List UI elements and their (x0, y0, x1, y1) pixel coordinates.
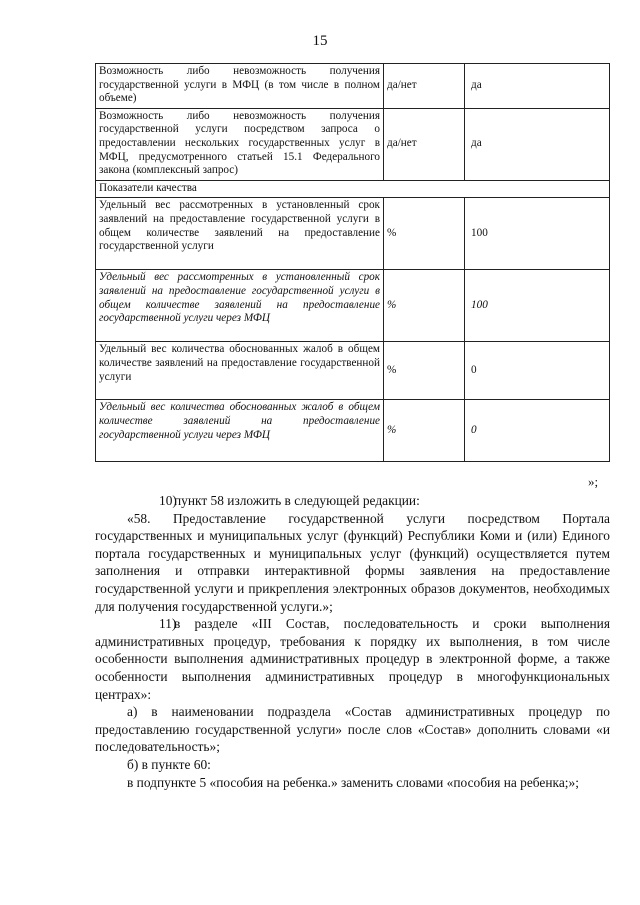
table-row (96, 342, 610, 400)
table-row (96, 64, 610, 109)
unit-cell: % (384, 342, 465, 400)
value-cell: да (465, 108, 610, 180)
body-text (95, 492, 610, 791)
quality-indicators-table (95, 63, 610, 462)
value-cell: да (465, 64, 610, 109)
page-number: 15 (312, 33, 328, 49)
value-cell: 100 (465, 270, 610, 342)
indicator-cell: Удельный вес количества обоснованных жалоб в общем количестве заявлений на предоставление государственной услуги через МФЦ (96, 400, 384, 462)
indicator-cell: Удельный вес рассмотренных в установленный срок заявлений на предоставление государственной услуги в общем количестве заявлений на предоставление государственной услуги (96, 198, 384, 270)
unit-cell: да/нет (384, 64, 465, 109)
indicator-cell: Удельный вес количества обоснованных жалоб в общем количестве заявлений на предоставление государственной услуги (96, 342, 384, 400)
section-header-quality: Показатели качества (96, 180, 610, 198)
value-cell: 0 (465, 400, 610, 462)
table-row (96, 400, 610, 462)
unit-cell: % (384, 400, 465, 462)
indicator-cell: Удельный вес рассмотренных в установленный срок заявлений на предоставление государственной услуги в общем количестве заявлений на предоставление государственной услуги через МФЦ (96, 270, 384, 342)
indicator-cell: Возможность либо невозможность получения государственной услуги посредством запроса о предоставлении нескольких государственных услуг в МФЦ, предусмотренного статьей 15.1 Федерального закона (комплексный запрос) (96, 108, 384, 180)
item-10 (95, 492, 610, 510)
quote-end: »; (588, 474, 599, 489)
item-11-number: 11) (159, 616, 177, 632)
value-cell: 100 (465, 198, 610, 270)
unit-cell: % (384, 270, 465, 342)
unit-cell: % (384, 198, 465, 270)
unit-cell: да/нет (384, 108, 465, 180)
value-cell: 0 (465, 342, 610, 400)
paragraph-58: «58. Предоставление государственной услуги посредством Портала государственных и муниципальных услуг (функций) Республики Коми и (или) Единого портала государственных и муниципальных услуг (функций) осуществляется путем заполнения и отправки интерактивной формы заявления на предоставление государственной услуги и прикрепления электронных образов документов, необходимых для получения государственной услуги.»; (95, 510, 610, 614)
table-row (96, 270, 610, 342)
indicator-cell: Возможность либо невозможность получения государственной услуги в МФЦ (в том числе в полном объеме) (96, 64, 384, 109)
subitem-b-text: в подпункте 5 «пособия на ребенка.» заменить словами «пособия на ребенка;»; (127, 774, 579, 790)
subitem-b: б) в пункте 60: (127, 756, 211, 772)
table-row (96, 198, 610, 270)
section-row (96, 180, 610, 198)
table-row (96, 108, 610, 180)
item-10-number: 10) (159, 493, 177, 508)
subitem-a: а) в наименовании подраздела «Состав административных процедур по предоставлению государственной услуги» после слов «Состав» дополнить словами «и последовательность»; (95, 704, 610, 755)
item-10-text: пункт 58 изложить в следующей редакции: (174, 493, 420, 508)
item-11 (95, 615, 610, 703)
item-11-text: в разделе «III Состав, последовательность и сроки выполнения административных процедур, требования к порядку их выполнения, в том числе особенности выполнения административных процедур в электронной форме, а также особенности выполнения административных процедур в многофункциональных центрах»: (95, 616, 610, 702)
